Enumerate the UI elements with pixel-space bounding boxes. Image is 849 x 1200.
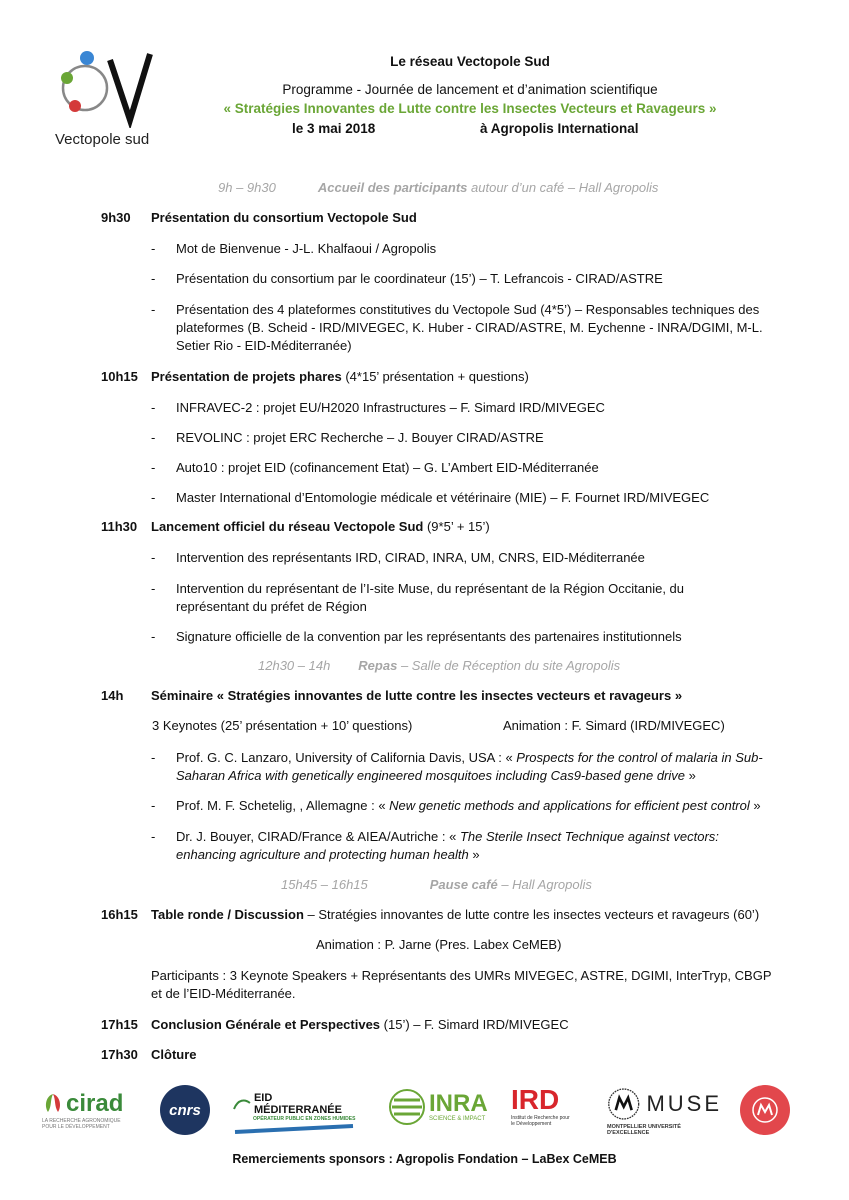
roundtable-animation: Animation : P. Jarne (Pres. Labex CeMEB) [316,937,562,952]
logo-text: Vectopole sud [55,131,150,148]
session-title: Lancement officiel du réseau Vectopole Sud (9*5’ + 15’) [151,519,490,534]
roundtable-participants: Participants : 3 Keynote Speakers + Représentants des UMRs MIVEGEC, ASTRE, DGIMI, InterTryp, CBGP et de l’EID-Méditerranée. [151,968,772,1001]
list-item: - Mot de Bienvenue - J-L. Khalfaoui / Agropolis [151,241,437,256]
session-time: 9h30 [101,210,131,225]
session-time: 16h15 [101,907,138,922]
vectopole-logo [55,48,155,146]
session-title: Présentation de projets phares (4*15’ présentation + questions) [151,369,529,384]
event-place: à Agropolis International [480,121,639,136]
cnrs-logo: cnrs [160,1085,210,1135]
ird-logo: IRD Institut de Recherche pour le Développement [511,1084,570,1127]
session-title: Présentation du consortium Vectopole Sud [151,210,417,225]
muse-logo: MUSE MONTPELLIER UNIVERSITÉ D'EXCELLENCE [607,1091,722,1136]
inra-logo: INRA SCIENCE & IMPACT [388,1088,488,1126]
list-item: - Prof. M. F. Schetelig, , Allemagne : « New genetic methods and applications for efficient pest control » [151,798,761,813]
break-welcome: 9h – 9h30 Accueil des participants autour d’un café – Hall Agropolis [218,180,659,195]
session-title: Table ronde / Discussion – Stratégies innovantes de lutte contre les insectes vecteurs et ravageurs (60’) [151,907,760,922]
break-lunch: 12h30 – 14h Repas – Salle de Réception du site Agropolis [258,658,621,673]
list-item: - Prof. G. C. Lanzaro, University of California Davis, USA : « Prospects for the control of malaria in Sub-Saharan Africa with genetically engineered mosquitoes including Cas9-based gene drive » [151,750,763,783]
eid-logo: EID MÉDITERRANÉE OPÉRATEUR PUBLIC EN ZONES HUMIDES [233,1092,363,1137]
list-item: - INFRAVEC-2 : projet EU/H2020 Infrastructures – F. Simard IRD/MIVEGEC [151,400,605,415]
session-time: 17h15 [101,1017,138,1032]
seminar-animation: Animation : F. Simard (IRD/MIVEGEC) [503,718,725,733]
keynotes-info: 3 Keynotes (25’ présentation + 10’ questions) [152,718,413,733]
sponsors-thanks: Remerciements sponsors : Agropolis Fondation – LaBex CeMEB [232,1152,617,1166]
cirad-logo: cirad LA RECHERCHE AGRONOMIQUE POUR LE DÉVELOPPEMENT [42,1090,124,1130]
event-date: le 3 mai 2018 [292,121,376,136]
session-time: 11h30 [101,519,138,534]
programme-theme: « Stratégies Innovantes de Lutte contre les Insectes Vecteurs et Ravageurs » [223,101,717,116]
programme-title: Programme - Journée de lancement et d’animation scientifique [282,82,658,97]
list-item: - Signature officielle de la convention par les représentants des partenaires institutionnels [151,629,682,644]
list-item: - Intervention des représentants IRD, CIRAD, INRA, UM, CNRS, EID-Méditerranée [151,550,645,565]
session-time: 10h15 [101,369,138,384]
list-item: - Présentation des 4 plateformes constitutives du Vectopole Sud (4*5’) – Responsables techniques des plateformes (B. Scheid - IRD/MIVEGEC, K. Huber - CIRAD/ASTRE, M. Eychenne - INRA/DGIMI, M-L. Setier Rio - EID-Méditerranée) [151,302,763,353]
session-title: Clôture [151,1047,197,1062]
list-item: - Présentation du consortium par le coordinateur (15’) – T. Lefrancois - CIRAD/ASTRE [151,271,663,286]
list-item: - Dr. J. Bouyer, CIRAD/France & AIEA/Autriche : « The Sterile Insect Technique against vectors: enhancing agriculture and protecting human health » [151,829,719,862]
session-title: Conclusion Générale et Perspectives (15’) – F. Simard IRD/MIVEGEC [151,1017,569,1032]
montpellier-seal-logo [740,1085,790,1135]
session-time: 14h [101,688,124,703]
list-item: - Auto10 : projet EID (cofinancement Etat) – G. L’Ambert EID-Méditerranée [151,460,599,475]
list-item: - Intervention du représentant de l’I-site Muse, du représentant de la Région Occitanie, du représentant du préfet de Région [151,581,685,614]
network-title: Le réseau Vectopole Sud [390,54,550,69]
break-coffee: 15h45 – 16h15 Pause café – Hall Agropolis [281,877,592,892]
session-time: 17h30 [101,1047,138,1062]
session-title: Séminaire « Stratégies innovantes de lutte contre les insectes vecteurs et ravageurs » [151,688,683,703]
list-item: - Master International d’Entomologie médicale et vétérinaire (MIE) – F. Fournet IRD/MIVEGEC [151,490,710,505]
list-item: - REVOLINC : projet ERC Recherche – J. Bouyer CIRAD/ASTRE [151,430,544,445]
